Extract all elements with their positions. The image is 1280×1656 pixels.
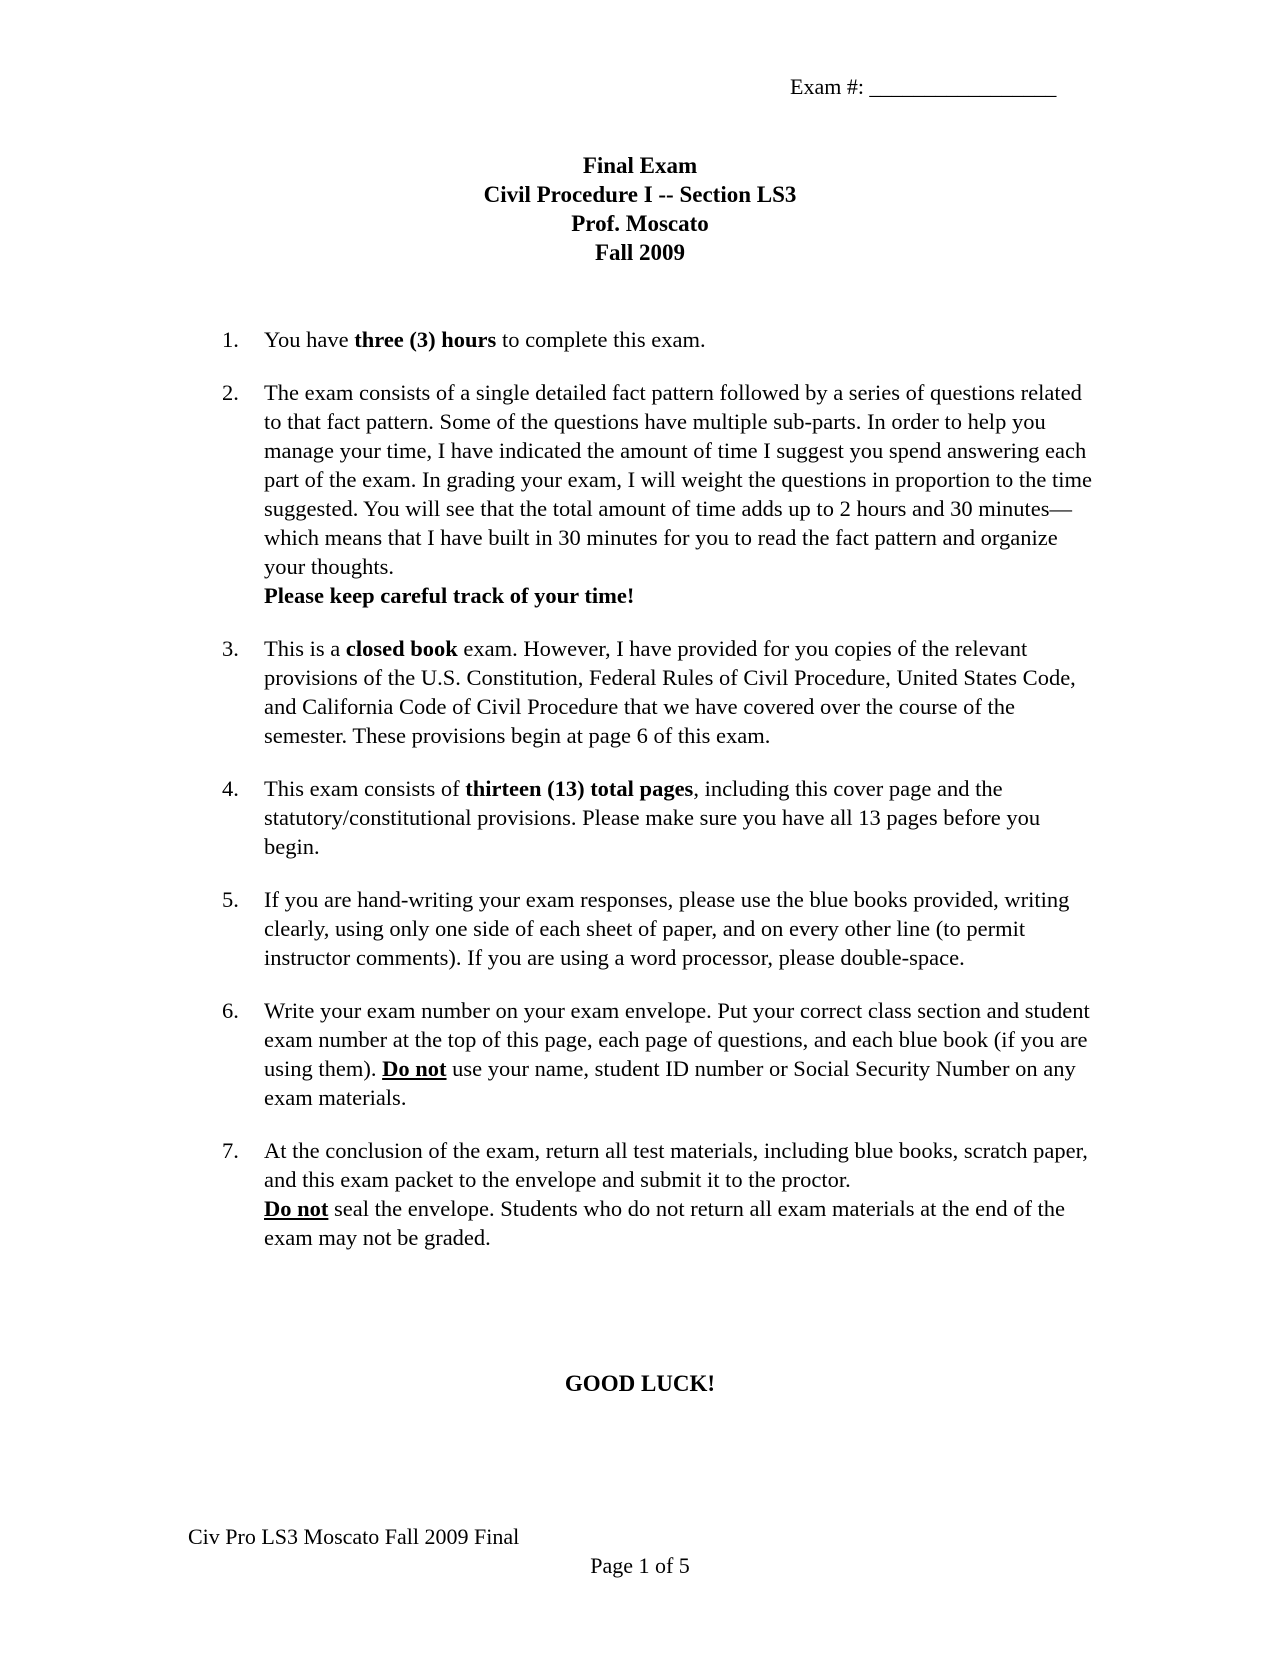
instruction-emphasis: closed book [345, 636, 458, 661]
instruction-text: to complete this exam. [496, 327, 706, 352]
instruction-text: use your name, student ID number or Social Security Number on any exam materials. [264, 1056, 1076, 1110]
instruction-number: 2. [222, 380, 239, 405]
exam-title: Final Exam [582, 153, 698, 178]
closing-message: GOOD LUCK! [564, 1371, 716, 1396]
instruction-item [222, 634, 1094, 750]
term: Fall 2009 [594, 240, 686, 265]
instruction-text: The exam consists of a single detailed fact pattern followed by a series of questions related to that fact pattern. Some of the questions have multiple sub-parts. In order to help you manage your time, I have indicated the amount of time I suggest you spend answering each part of the exam. In grading your exam, I will weight the questions in proportion to the time suggested. You will see that the total amount of time adds up to 2 hours and 30 minutes—which means that I have built in 30 minutes for you to read the fact pattern and organize your thoughts. [264, 380, 1092, 579]
instruction-text: This exam consists of [264, 776, 466, 801]
instruction-item [222, 885, 1094, 972]
instruction-number: 4. [222, 776, 239, 801]
instruction-text: , including this cover page and the statutory/constitutional provisions. Please make sure you have all 13 pages before you begin. [264, 776, 1041, 859]
instruction-text: exam. However, I have provided for you copies of the relevant provisions of the U.S. Constitution, Federal Rules of Civil Procedure, United States Code, and California Code of Civil Procedure that we have covered over the course of the semester. These provisions begin at page 6 of this exam. [264, 636, 1076, 748]
instruction-emphasis: Please keep careful track of your time! [264, 583, 635, 608]
instruction-item [222, 378, 1094, 610]
instruction-text: You have [264, 327, 355, 352]
exam-title-block [0, 151, 1280, 267]
instruction-emphasis: three (3) hours [354, 327, 497, 352]
instruction-number: 7. [222, 1138, 239, 1163]
course-name: Civil Procedure I -- Section LS3 [483, 182, 797, 207]
instruction-number: 3. [222, 636, 239, 661]
instruction-number: 5. [222, 887, 239, 912]
instruction-number: 6. [222, 998, 239, 1023]
footer-document-label: Civ Pro LS3 Moscato Fall 2009 Final [188, 1524, 520, 1549]
instruction-number: 1. [222, 327, 239, 352]
instruction-text: Write your exam number on your exam envelope. Put your correct class section and student exam number at the top of this page, each page of questions, and each blue book (if you are using them). [264, 998, 1090, 1081]
instruction-item [222, 325, 1094, 354]
instruction-text: This is a [264, 636, 346, 661]
instruction-item [222, 1136, 1094, 1252]
instruction-warning: Do not [382, 1056, 447, 1081]
instruction-emphasis: thirteen (13) total pages [465, 776, 694, 801]
instruction-item [222, 996, 1094, 1112]
instruction-text: At the conclusion of the exam, return all test materials, including blue books, scratch paper, and this exam packet to the envelope and submit it to the proctor. [264, 1138, 1088, 1192]
instruction-item [222, 774, 1094, 861]
exam-number-field: Exam #: _________________ [790, 74, 1057, 99]
instruction-text: If you are hand-writing your exam responses, please use the blue books provided, writing clearly, using only one side of each sheet of paper, and on every other line (to permit instructor comments). If you are using a word processor, please double-space. [264, 887, 1070, 970]
page-number: Page 1 of 5 [590, 1553, 690, 1578]
professor-name: Prof. Moscato [571, 211, 709, 236]
instructions-list [222, 325, 1094, 1276]
instruction-warning: Do not [264, 1196, 329, 1221]
instruction-text: seal the envelope. Students who do not return all exam materials at the end of the exam may not be graded. [264, 1196, 1066, 1250]
